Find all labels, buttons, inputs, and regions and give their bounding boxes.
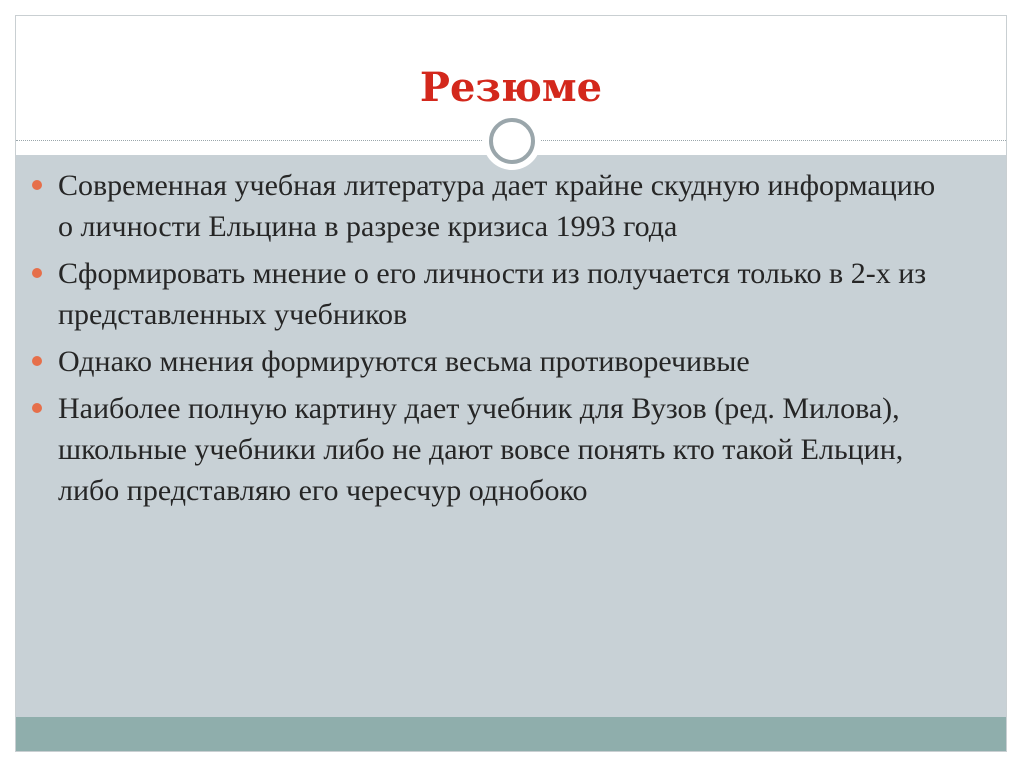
bullet-text: Сформировать мнение о его личности из получается только в 2-х из представленных учебников bbox=[58, 257, 927, 331]
bullet-text: Наиболее полную картину дает учебник для Вузов (ред. Милова), школьные учебники либо не дают вовсе понять кто такой Ельцин, либо представляю его чересчур однобоко bbox=[58, 392, 904, 507]
bullet-list bbox=[32, 165, 952, 517]
bullet-item bbox=[32, 388, 952, 511]
slide-title: Резюме bbox=[419, 64, 603, 111]
bullet-dot-icon bbox=[32, 180, 42, 190]
bullet-item bbox=[32, 253, 952, 335]
bullet-text: Современная учебная литература дает крайне скудную информацию о личности Ельцина в разрезе кризиса 1993 года bbox=[58, 169, 936, 243]
bullet-dot-icon bbox=[32, 356, 42, 366]
bullet-dot-icon bbox=[32, 403, 42, 413]
ring-ornament-icon bbox=[483, 112, 541, 170]
ring-inner bbox=[489, 118, 535, 164]
bullet-text: Однако мнения формируются весьма противоречивые bbox=[58, 345, 750, 378]
footer-band bbox=[16, 717, 1006, 752]
bullet-item bbox=[32, 341, 952, 382]
bullet-item bbox=[32, 165, 952, 247]
bullet-dot-icon bbox=[32, 268, 42, 278]
